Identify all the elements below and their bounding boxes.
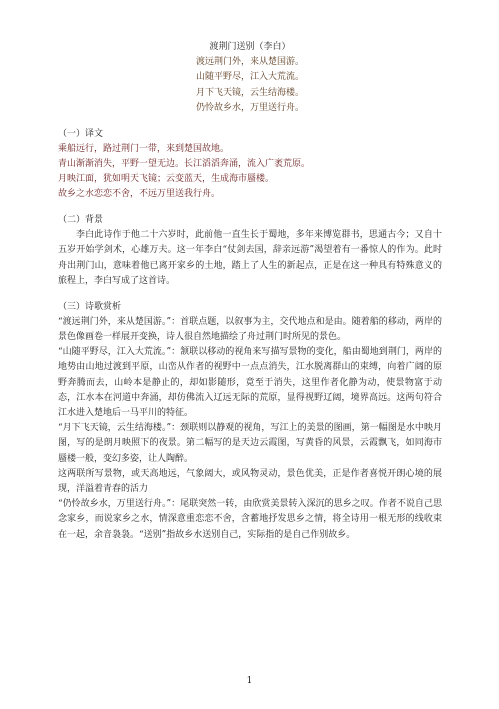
background-section [58,213,442,289]
poem-block [58,40,442,116]
translation-section [58,127,442,203]
poem-title: 渡荆门送别（李白） [209,42,291,52]
appreciation-heading: （三）诗歌赏析 [58,301,122,312]
appreciation-paragraph-3: “月下飞天镜，云生结海楼。”：颈联则以静观的视角，写江上的美景的图画，第一幅图是水中映月图，写的是朗月映照下的夜景。第二幅写的是天边云霞图，写黄昏的风景，云霞飘飞，如同海市蜃楼一般，变幻多姿，让人陶醉。 [58,423,442,464]
appreciation-paragraph-2: “山随平野尽，江入大荒流。”：颔联以移动的视角来写描写景物的变化，船由蜀地到荆门，两岸的地势由山地过渡到平原，山峦从作者的视野中一点点消失，江水脱离群山的束缚，向着广阔的原野奔腾而去，山岭本是静止的，却如影随形，竟至于消失，这里作者化静为动，使景物富于动态，江水本在河道中奔涌，却仿佛流入辽远无际的荒原，显得视野辽阔，境界高远。这两句符合江水进入楚地后一马平川的特征。 [58,347,442,418]
translation-line-1: 乘船远行，路过荆门一带，来到楚国故地。 [58,143,230,154]
document-content [58,40,442,543]
page-number: 1 [246,676,253,686]
appreciation-paragraph-4: 这两联所写景物，或天高地远，气象阔大，或风物灵动，景色优美，正是作者喜悦开朗心境的展现，洋溢着青春的活力 [58,468,442,494]
translation-heading: （一）译文 [58,128,104,139]
spacer [58,116,442,127]
background-heading: （二）背景 [58,215,104,226]
background-paragraph: 李白此诗作于他二十六岁时，此前他一直生长于蜀地，多年来博览群书，思通古今；又自十五岁开始学剑术，心雄万夫。这一年李白“仗剑去国，辞亲远游”渴望着有一番惊人的作为。此时舟出荆门山，意味着他已离开家乡的土地，踏上了人生的新起点，正是在这一种具有特殊意义的旅程上，李白写成了这首诗。 [58,230,442,286]
poem-line-2: 山随平野尽，江入大荒流。 [195,72,304,83]
spacer [58,203,442,214]
appreciation-paragraph-1: “渡远荆门外，来从楚国游。”：首联点题，以叙事为主，交代地点和是由。随着船的移动，两岸的景色像画卷一样展开变换，诗人很自然地描绘了舟过荆门时所见的景色。 [58,316,442,342]
appreciation-paragraph-5: “仍怜故乡水，万里送行舟。”：尾联突然一转，由欣赏美景转入深沉的思乡之叹。作者不说自己思念家乡，而说家乡之水，情深意重恋恋不舍，含蓄地抒发思乡之情，将全诗用一根无形的线收束在一起，余音袅袅。“送别”指故乡水送别自己，实际指的是自己作别故乡。 [58,499,442,540]
translation-line-2: 青山渐渐消失，平野一望无边。长江滔滔奔涌，流入广袤荒原。 [58,158,311,169]
poem-line-1: 渡远荆门外，来从楚国游。 [195,57,304,68]
translation-line-4: 故乡之水恋恋不舍，不远万里送我行舟。 [58,189,221,200]
poem-line-3: 月下飞天镜，云生结海楼。 [195,87,304,98]
poem-line-4: 仍怜故乡水，万里送行舟。 [195,102,304,113]
spacer [58,289,442,300]
translation-line-3: 月映江面，犹如明天飞镜；云变蓝天，生成海市蜃楼。 [58,174,275,185]
appreciation-section [58,300,442,543]
